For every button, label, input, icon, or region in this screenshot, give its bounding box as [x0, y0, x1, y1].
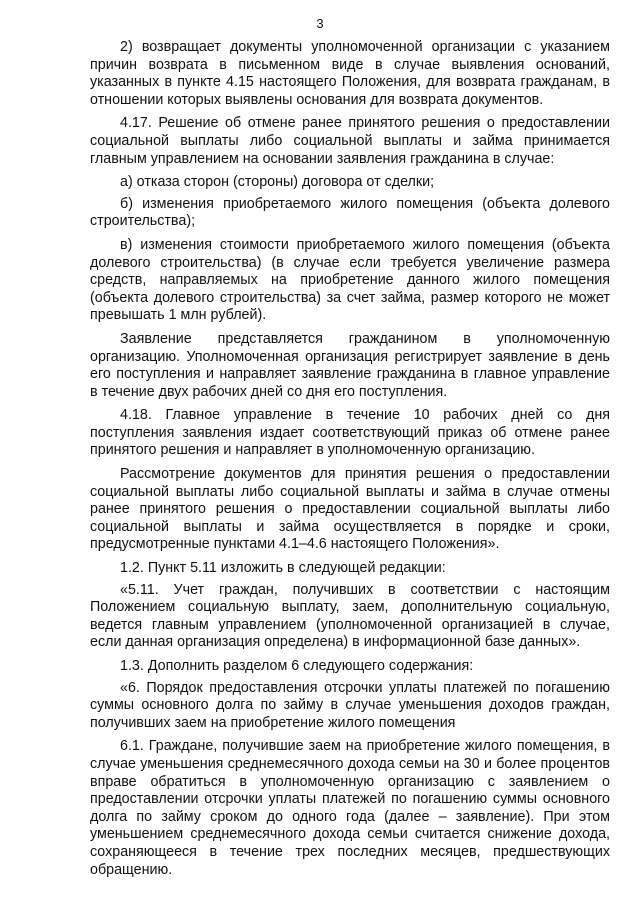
- paragraph-4-17-b: б) изменения приобретаемого жилого помещения (объекта долевого строительства);: [90, 195, 610, 230]
- paragraph-4-17-a: а) отказа сторон (стороны) договора от сделки;: [120, 174, 435, 191]
- paragraph-1-2: 1.2. Пункт 5.11 изложить в следующей редакции:: [120, 560, 446, 577]
- document-body: [90, 39, 610, 885]
- paragraph-4-18: 4.18. Главное управление в течение 10 рабочих дней со дня поступления заявления издает соответствующий приказ об отмене ранее принятого решения и направляет в уполномоченную организацию.: [90, 407, 610, 459]
- paragraph-4-17: 4.17. Решение об отмене ранее принятого решения о предоставлении социальной выплаты либо социальной выплаты и займа принимается главным управлением на основании заявления гражданина в случае:: [90, 115, 610, 167]
- paragraph-6-1: 6.1. Граждане, получившие заем на приобретение жилого помещения, в случае уменьшения среднемесячного дохода семьи на 30 и более процентов вправе обратиться в уполномоченную организацию с заявлением о предоставлении отсрочки уплаты платежей по погашению суммы основного долга по займу сроком до одного года (далее – заявление). При этом уменьшением среднемесячного дохода семьи считается снижение дохода, сохраняющееся в течение трех последних месяцев, предшествующих обращению.: [90, 738, 610, 878]
- paragraph-4-17-v: в) изменения стоимости приобретаемого жилого помещения (объекта долевого строительства) (в случае если требуется увеличение размера средств, направляемых на приобретение данного жилого помещения (объекта долевого строительства) за счет займа, размер которого не может превышать 1 млн рублей).: [90, 236, 610, 324]
- paragraph-1-3: 1.3. Дополнить разделом 6 следующего содержания:: [120, 658, 474, 674]
- paragraph-return-documents: 2) возвращает документы уполномоченной организации с указанием причин возврата в письменном виде в случае выявления оснований, указанных в пункте 4.15 настоящего Положения, для возврата гражданам, в отношении которых выявлены основания для возврата документов.: [90, 39, 610, 108]
- page-number: 3: [316, 16, 324, 31]
- section-6-heading: «6. Порядок предоставления отсрочки уплаты платежей по погашению суммы основного долга по займу в случае уменьшения доходов граждан, получивших заем на приобретение жилого помещения: [90, 679, 610, 731]
- paragraph-application: Заявление представляется гражданином в уполномоченную организацию. Уполномоченная организация регистрирует заявление в день его поступления и направляет заявление гражданина в главное управление в течение двух рабочих дней со дня его поступления.: [90, 330, 610, 400]
- paragraph-review-documents: Рассмотрение документов для принятия решения о предоставлении социальной выплаты либо социальной выплаты и займа в случае отмены ранее принятого решения о предоставлении социальной выплаты либо социальной выплаты и займа осуществляется в порядке и сроки, предусмотренные пунктами 4.1–4.6 настоящего Положения».: [90, 466, 610, 553]
- paragraph-5-11: «5.11. Учет граждан, получивших в соответствии с настоящим Положением социальную выплату, заем, дополнительную социальную, ведется главным управлением (уполномоченной организацией в случае, если данная организация определена) в информационной базе данных».: [90, 581, 610, 651]
